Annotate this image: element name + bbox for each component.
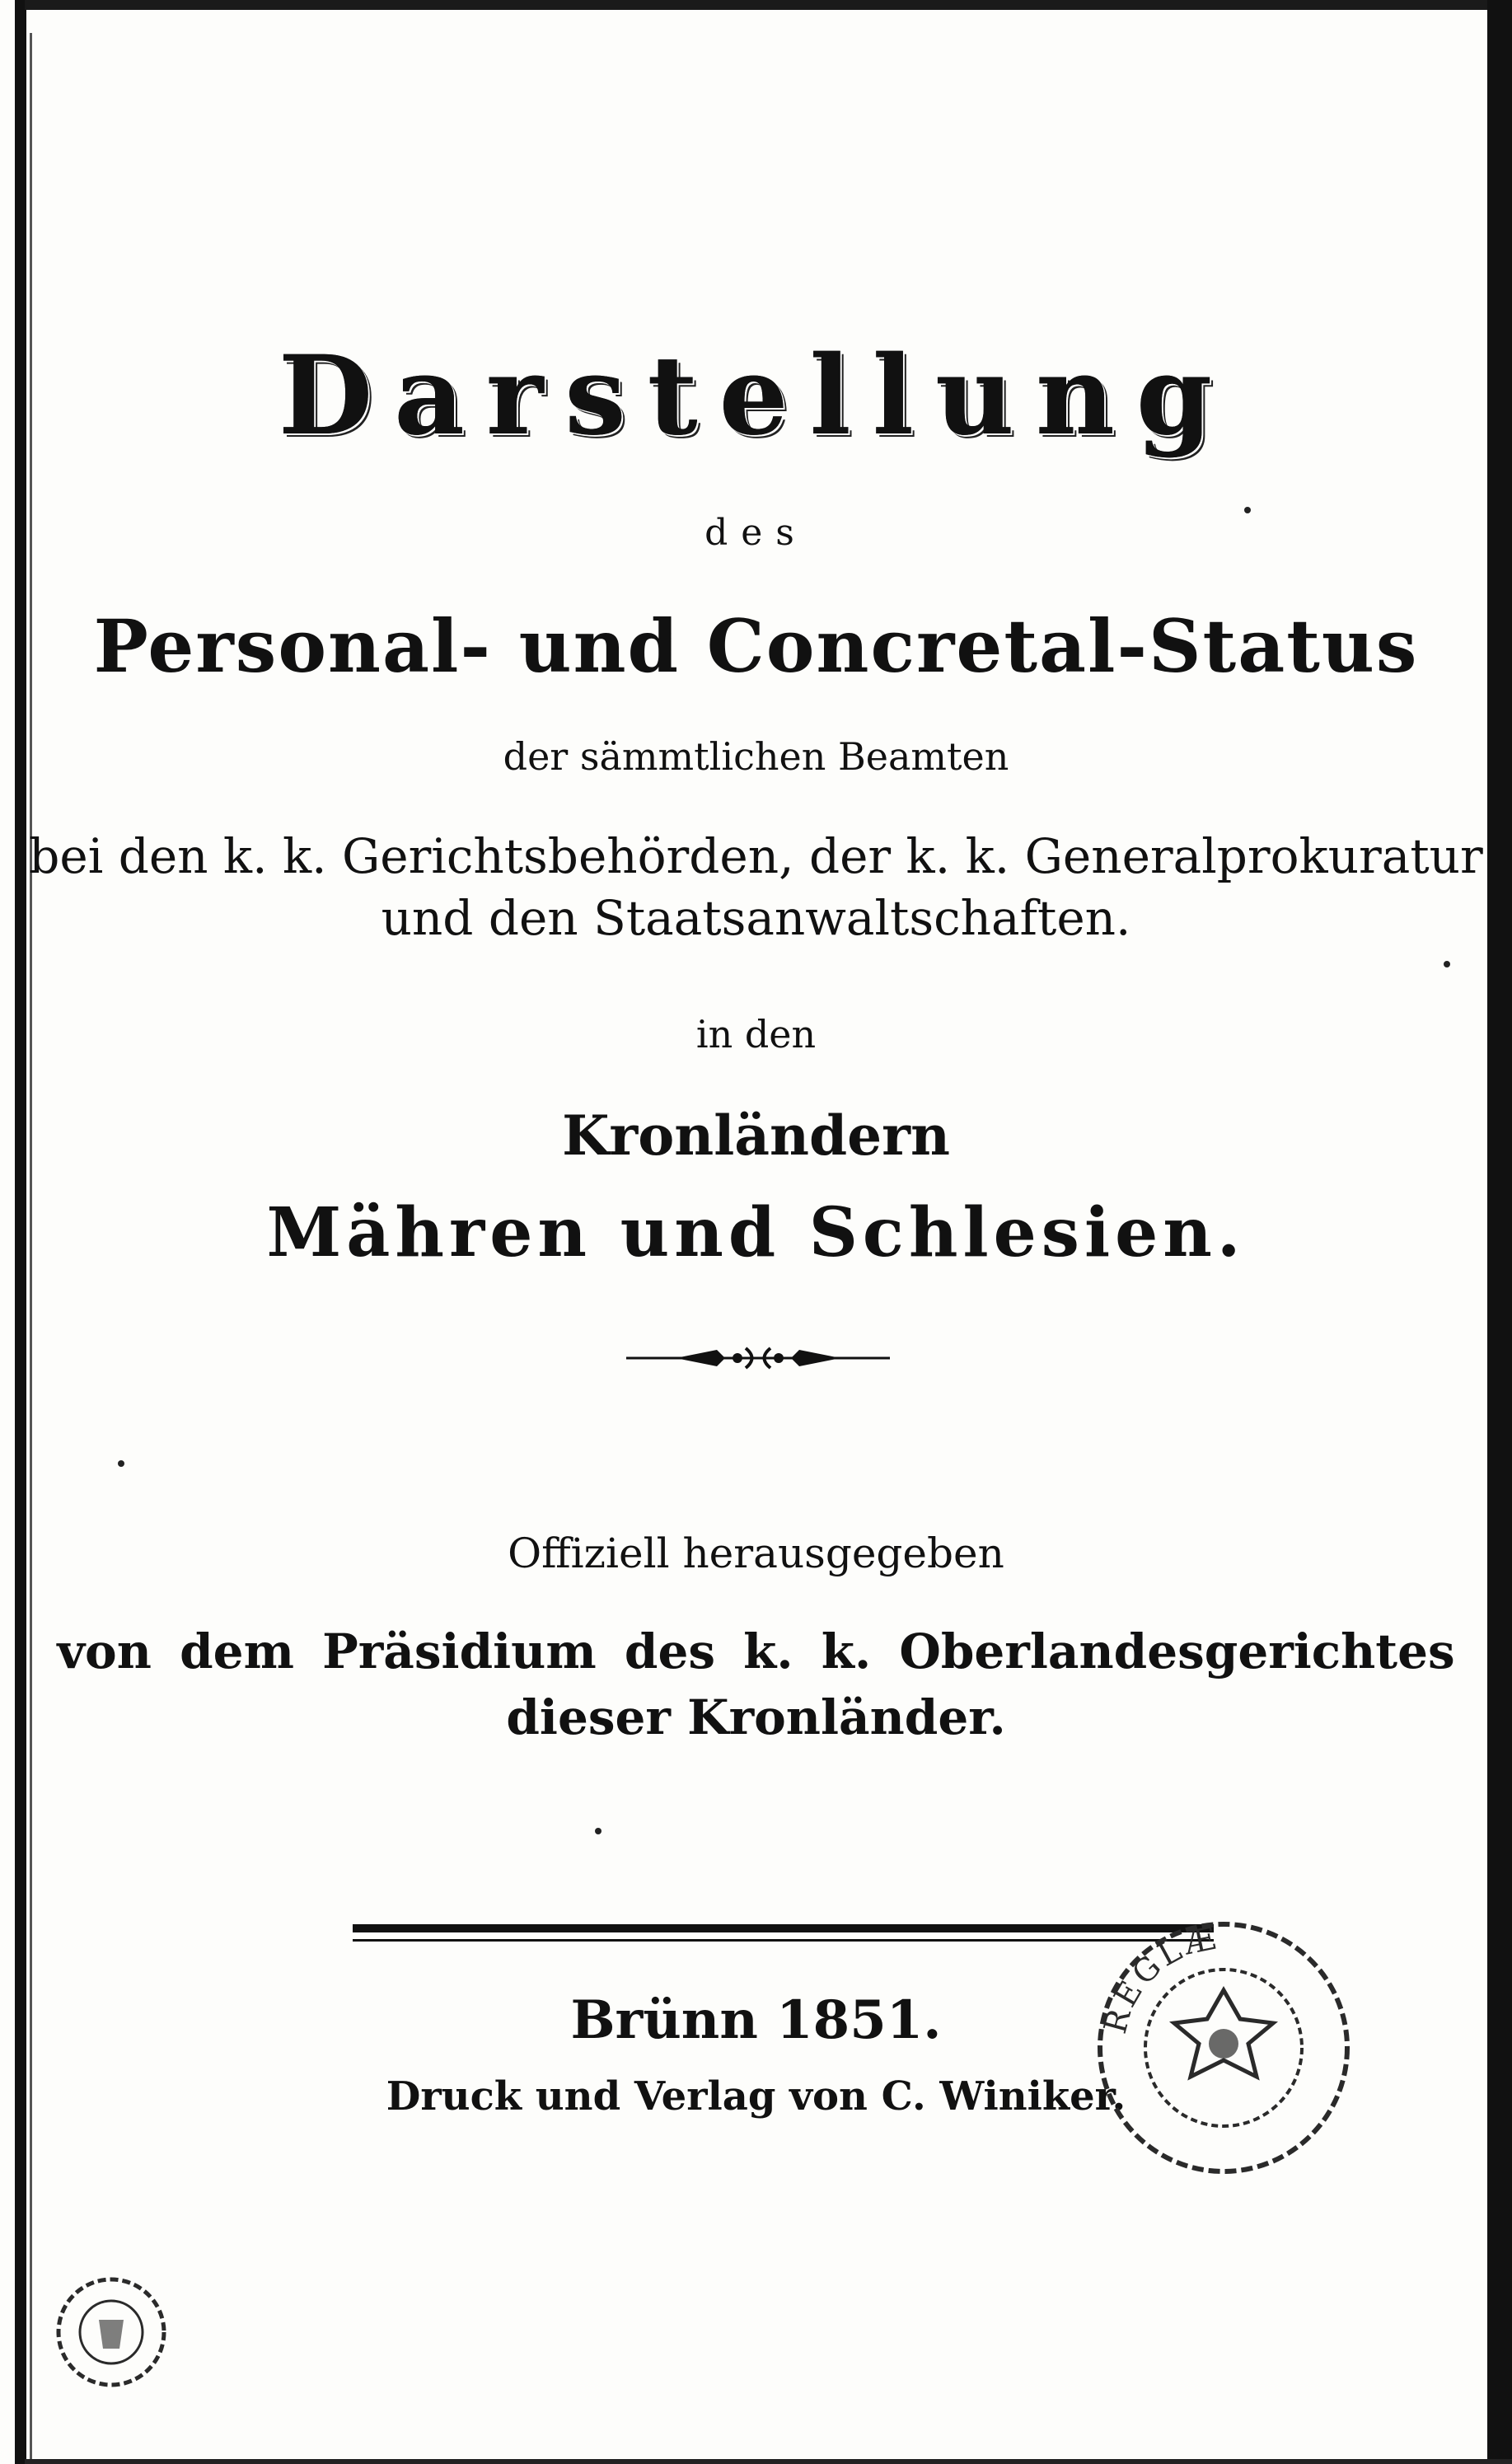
imprint-publisher: Druck und Verlag von C. Winiker.	[386, 2073, 1126, 2120]
line-gericht: bei den k. k. Gerichtsbehörden, der k. k. Generalprokuratur	[29, 828, 1483, 884]
rule-thick	[353, 1924, 1214, 1932]
line-offiziell: Offiziell herausgegeben	[508, 1529, 1004, 1577]
rule-thin	[353, 1939, 1214, 1942]
heading-kronlaendern: Kronländern	[562, 1103, 950, 1168]
library-stamp	[1088, 1912, 1360, 2184]
line-staat: und den Staatsanwaltschaften.	[381, 890, 1131, 946]
speck	[1244, 507, 1251, 513]
scan-edge-top	[25, 0, 1512, 10]
line-inden: in den	[695, 1012, 817, 1056]
subtitle-des: des	[705, 512, 807, 554]
speck	[595, 1828, 602, 1834]
imprint-place: Brünn 1851.	[570, 1989, 942, 2051]
speck	[118, 1460, 124, 1467]
small-ownership-stamp	[49, 2270, 173, 2394]
line-praesidium: von dem Präsidium des k. k. Oberlandesgerichtes	[57, 1623, 1455, 1679]
double-rule	[353, 1924, 1214, 1947]
line-beamten: der sämmtlichen Beamten	[503, 734, 1009, 779]
heading-maehren: Mähren und Schlesien.	[266, 1193, 1246, 1272]
line-dieser: dieser Kronländer.	[506, 1689, 1006, 1745]
page-title: Darstellung	[278, 332, 1234, 460]
heading-status: Personal- und Concretal-Status	[93, 603, 1419, 689]
ornament-divider	[626, 1343, 890, 1373]
scan-edge-bottom	[25, 2459, 1512, 2464]
speck	[1444, 961, 1450, 967]
stamp-text: REGLÆ	[1097, 1918, 1223, 2038]
